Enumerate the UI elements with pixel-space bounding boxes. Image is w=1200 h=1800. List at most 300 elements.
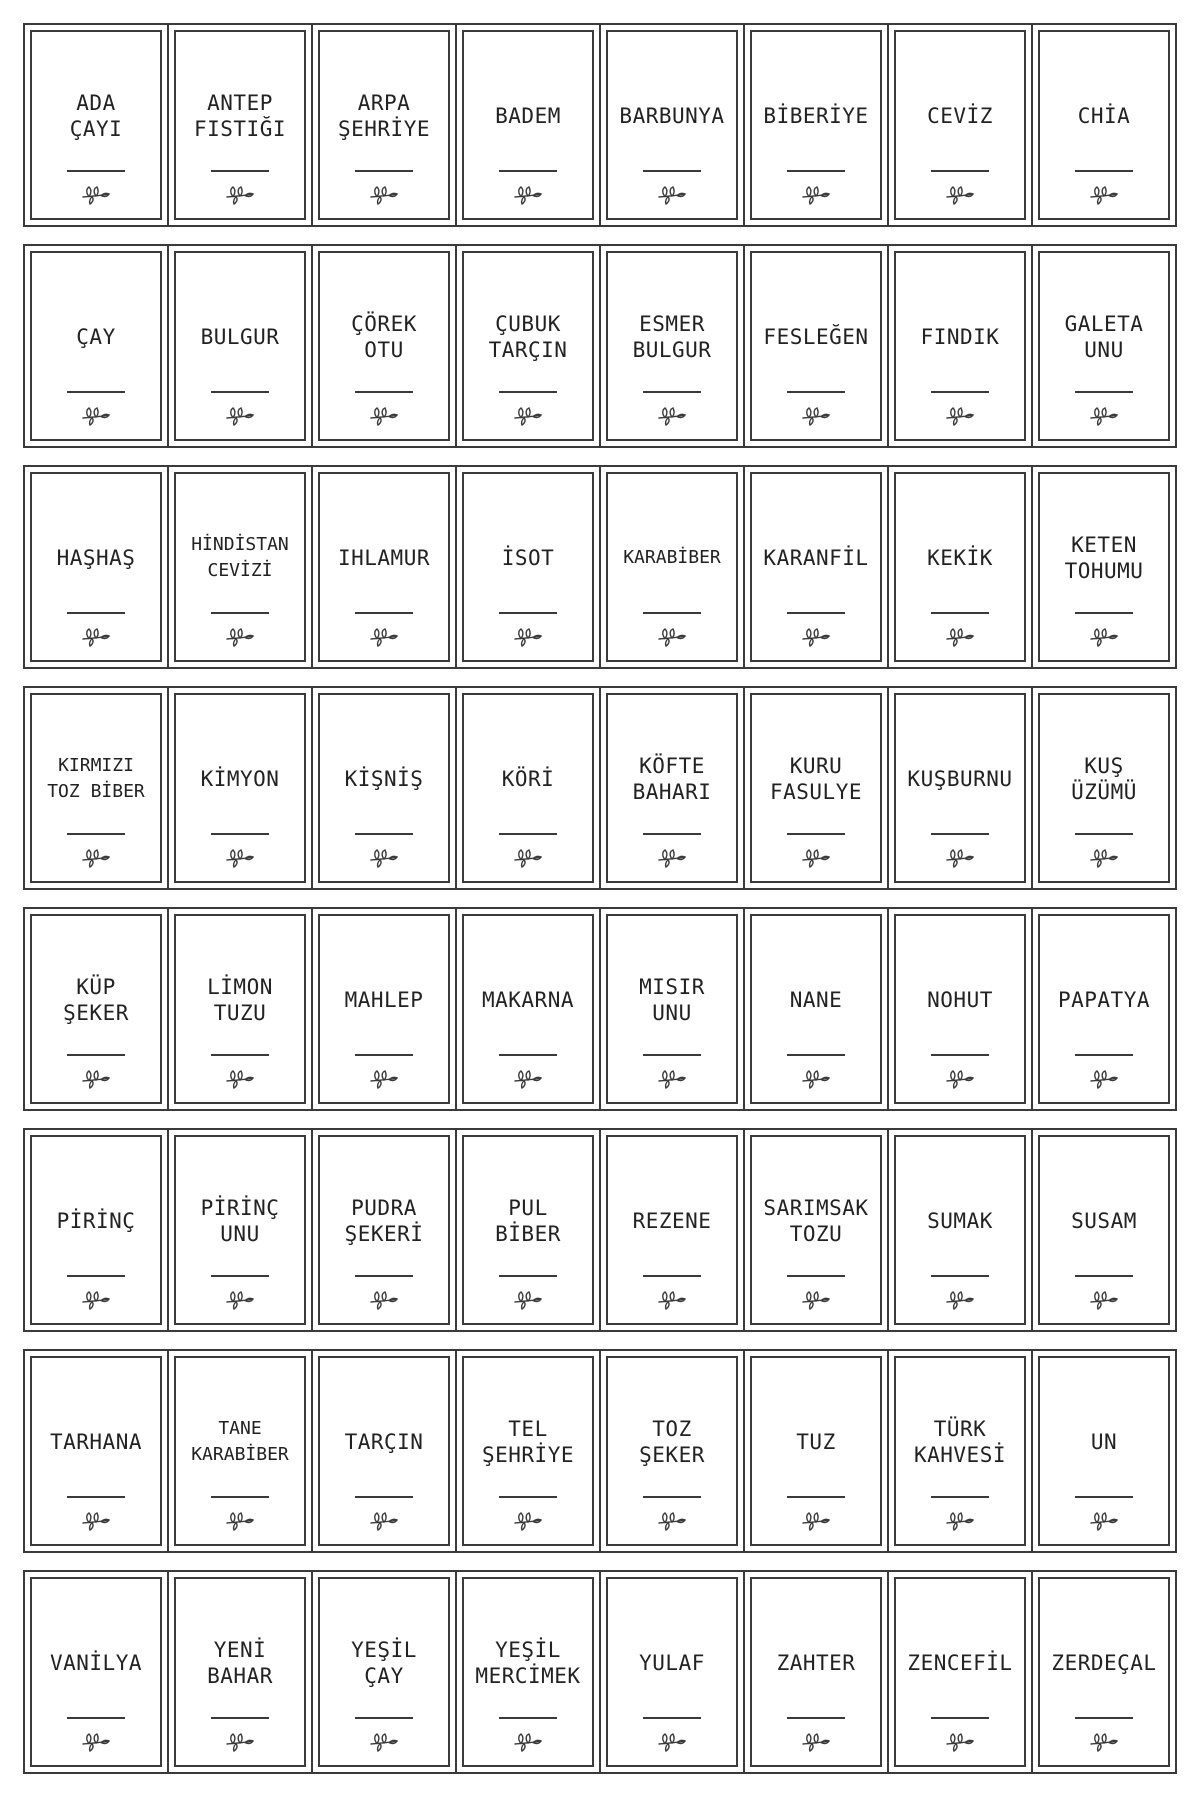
label-cell	[1033, 1130, 1175, 1330]
label-text-line: ŞEHRİYE	[481, 1443, 574, 1467]
label-cell	[25, 1572, 169, 1772]
label-divider	[787, 1054, 845, 1056]
leaf-sprig-icon	[800, 1068, 832, 1090]
label-divider	[211, 612, 269, 614]
leaf-sprig-icon	[800, 1289, 832, 1311]
spice-label	[894, 1577, 1026, 1767]
spice-label	[1038, 251, 1170, 441]
label-text-line: PUL	[508, 1196, 548, 1220]
spice-label	[606, 914, 738, 1104]
label-name	[898, 1631, 1022, 1695]
label-text-line: TARÇIN	[344, 1430, 424, 1454]
label-name	[178, 747, 302, 811]
leaf-sprig-icon	[368, 1510, 400, 1532]
label-divider	[499, 833, 557, 835]
leaf-sprig-icon	[368, 184, 400, 206]
label-text-line: ANTEP	[207, 91, 273, 115]
leaf-sprig-icon	[944, 1289, 976, 1311]
label-text-line: ŞEKER	[63, 1001, 129, 1025]
leaf-sprig-icon	[656, 626, 688, 648]
label-cell	[169, 246, 313, 446]
label-name	[1042, 84, 1166, 148]
label-name	[1042, 305, 1166, 369]
label-text-line: KÜP	[76, 975, 116, 999]
label-divider	[931, 1496, 989, 1498]
label-row	[23, 1349, 1177, 1553]
label-name	[898, 968, 1022, 1032]
label-cell	[169, 1130, 313, 1330]
label-name	[610, 747, 734, 811]
spice-label	[174, 693, 306, 883]
label-text-line: UNU	[1084, 338, 1124, 362]
label-cell	[457, 1351, 601, 1551]
label-text-line: CEVİZ	[927, 104, 993, 128]
label-cell	[601, 467, 745, 667]
spice-label	[894, 693, 1026, 883]
label-divider	[643, 391, 701, 393]
label-divider	[67, 1717, 125, 1719]
label-cell	[313, 246, 457, 446]
label-divider	[355, 1275, 413, 1277]
label-row	[23, 465, 1177, 669]
label-name	[754, 1631, 878, 1695]
label-text-line: UNU	[220, 1222, 260, 1246]
label-name	[754, 84, 878, 148]
label-name	[178, 1189, 302, 1253]
label-name	[322, 968, 446, 1032]
leaf-sprig-icon	[1088, 1289, 1120, 1311]
label-name	[754, 1410, 878, 1474]
label-text-line: KETEN	[1071, 533, 1137, 557]
label-text-line: UNU	[652, 1001, 692, 1025]
label-cell	[25, 25, 169, 225]
label-text-line: TARHANA	[49, 1430, 142, 1454]
label-cell	[601, 1351, 745, 1551]
label-text-line: KURU	[789, 754, 843, 778]
label-text-line: MERCİMEK	[475, 1664, 581, 1688]
label-cell	[745, 688, 889, 888]
leaf-sprig-icon	[512, 1289, 544, 1311]
label-cell	[457, 1130, 601, 1330]
label-cell	[457, 909, 601, 1109]
label-text-line: YENİ	[213, 1638, 267, 1662]
label-name	[610, 84, 734, 148]
label-text-line: ÇAYI	[69, 117, 123, 141]
label-cell	[1033, 1351, 1175, 1551]
spice-label	[318, 472, 450, 662]
label-name	[322, 526, 446, 590]
label-name	[466, 526, 590, 590]
spice-label	[462, 1356, 594, 1546]
spice-label	[1038, 472, 1170, 662]
label-divider	[67, 833, 125, 835]
label-name	[34, 968, 158, 1032]
label-cell	[457, 467, 601, 667]
label-divider	[355, 1717, 413, 1719]
label-cell	[25, 467, 169, 667]
label-divider	[499, 1717, 557, 1719]
label-name	[322, 305, 446, 369]
label-divider	[1075, 833, 1133, 835]
leaf-sprig-icon	[224, 184, 256, 206]
label-name	[1042, 526, 1166, 590]
leaf-sprig-icon	[224, 626, 256, 648]
leaf-sprig-icon	[944, 1510, 976, 1532]
spice-label	[462, 1577, 594, 1767]
label-divider	[67, 612, 125, 614]
leaf-sprig-icon	[656, 1510, 688, 1532]
leaf-sprig-icon	[800, 405, 832, 427]
spice-label	[894, 1356, 1026, 1546]
label-row	[23, 23, 1177, 227]
leaf-sprig-icon	[800, 847, 832, 869]
leaf-sprig-icon	[800, 626, 832, 648]
label-name	[466, 747, 590, 811]
label-text-line: ZENCEFİL	[907, 1651, 1013, 1675]
leaf-sprig-icon	[80, 1068, 112, 1090]
leaf-sprig-icon	[1088, 1731, 1120, 1753]
label-text-line: PİRİNÇ	[200, 1196, 280, 1220]
label-cell	[169, 25, 313, 225]
label-text-line: KİŞNİŞ	[344, 767, 424, 791]
label-divider	[355, 1054, 413, 1056]
label-cell	[169, 467, 313, 667]
label-cell	[1033, 25, 1175, 225]
label-name	[178, 305, 302, 369]
label-cell	[169, 688, 313, 888]
label-text-line: KEKİK	[927, 546, 993, 570]
label-name	[610, 1631, 734, 1695]
spice-label	[462, 472, 594, 662]
label-name	[1042, 1189, 1166, 1253]
spice-label	[174, 1577, 306, 1767]
leaf-sprig-icon	[1088, 626, 1120, 648]
leaf-sprig-icon	[944, 1068, 976, 1090]
label-name	[322, 1410, 446, 1474]
label-name	[322, 1631, 446, 1695]
label-text-line: TOZU	[789, 1222, 843, 1246]
label-name	[178, 1410, 302, 1474]
spice-label	[30, 1356, 162, 1546]
spice-label	[462, 914, 594, 1104]
label-name	[1042, 1631, 1166, 1695]
spice-label	[318, 1577, 450, 1767]
label-text-line: ŞEKERİ	[344, 1222, 424, 1246]
label-cell	[889, 25, 1033, 225]
label-text-line: GALETA	[1064, 312, 1144, 336]
label-divider	[355, 391, 413, 393]
label-cell	[25, 1130, 169, 1330]
spice-label	[174, 914, 306, 1104]
leaf-sprig-icon	[80, 1731, 112, 1753]
label-text-line: ZERDEÇAL	[1051, 1651, 1157, 1675]
spice-label	[318, 693, 450, 883]
label-text-line: KUŞ	[1084, 754, 1124, 778]
label-name	[1042, 1410, 1166, 1474]
label-text-line: KÖRİ	[501, 767, 555, 791]
label-text-line: HAŞHAŞ	[56, 546, 136, 570]
label-name	[466, 1410, 590, 1474]
label-text-line: FINDIK	[920, 325, 1000, 349]
label-text-line: BARBUNYA	[619, 104, 725, 128]
label-text-line: BULGUR	[200, 325, 280, 349]
label-cell	[25, 246, 169, 446]
label-name	[466, 84, 590, 148]
label-name	[898, 526, 1022, 590]
leaf-sprig-icon	[224, 1731, 256, 1753]
label-text-line: BAHARI	[632, 780, 712, 804]
label-name	[898, 84, 1022, 148]
label-cell	[457, 1572, 601, 1772]
leaf-sprig-icon	[512, 847, 544, 869]
label-divider	[643, 170, 701, 172]
label-divider	[787, 833, 845, 835]
label-cell	[745, 1572, 889, 1772]
label-row	[23, 686, 1177, 890]
label-name	[1042, 968, 1166, 1032]
label-divider	[67, 170, 125, 172]
label-divider	[355, 1496, 413, 1498]
label-cell	[25, 688, 169, 888]
leaf-sprig-icon	[368, 1731, 400, 1753]
spice-label	[30, 251, 162, 441]
label-name	[34, 1410, 158, 1474]
leaf-sprig-icon	[368, 1068, 400, 1090]
spice-label	[894, 251, 1026, 441]
spice-label	[174, 251, 306, 441]
leaf-sprig-icon	[1088, 1068, 1120, 1090]
label-cell	[457, 246, 601, 446]
spice-label	[750, 251, 882, 441]
label-divider	[211, 1054, 269, 1056]
label-text-line: BİBERİYE	[763, 104, 869, 128]
label-name	[178, 1631, 302, 1695]
label-cell	[601, 1130, 745, 1330]
label-cell	[889, 246, 1033, 446]
label-cell	[745, 909, 889, 1109]
spice-label	[174, 472, 306, 662]
spice-label	[1038, 1356, 1170, 1546]
spice-label	[30, 1577, 162, 1767]
leaf-sprig-icon	[80, 626, 112, 648]
label-name	[610, 968, 734, 1032]
label-name	[178, 84, 302, 148]
leaf-sprig-icon	[1088, 405, 1120, 427]
leaf-sprig-icon	[224, 1068, 256, 1090]
spice-label	[606, 30, 738, 220]
label-name	[322, 747, 446, 811]
leaf-sprig-icon	[800, 1510, 832, 1532]
label-text-line: SARIMSAK	[763, 1196, 869, 1220]
label-name	[610, 1410, 734, 1474]
label-cell	[313, 688, 457, 888]
label-cell	[1033, 688, 1175, 888]
leaf-sprig-icon	[368, 405, 400, 427]
label-name	[898, 1189, 1022, 1253]
spice-label	[462, 251, 594, 441]
leaf-sprig-icon	[656, 1289, 688, 1311]
leaf-sprig-icon	[80, 847, 112, 869]
spice-label	[606, 251, 738, 441]
spice-label	[750, 30, 882, 220]
label-text-line: REZENE	[632, 1209, 712, 1233]
label-divider	[67, 1496, 125, 1498]
label-divider	[931, 170, 989, 172]
label-name	[610, 1189, 734, 1253]
label-divider	[931, 391, 989, 393]
label-text-line: İSOT	[501, 546, 555, 570]
label-cell	[601, 1572, 745, 1772]
label-cell	[457, 25, 601, 225]
label-cell	[889, 1351, 1033, 1551]
label-text-line: FISTIĞI	[193, 117, 286, 141]
label-divider	[499, 1496, 557, 1498]
label-divider	[67, 1275, 125, 1277]
label-name	[34, 305, 158, 369]
leaf-sprig-icon	[224, 405, 256, 427]
label-name	[754, 305, 878, 369]
label-divider	[643, 833, 701, 835]
label-divider	[355, 612, 413, 614]
label-divider	[67, 391, 125, 393]
spice-label	[30, 1135, 162, 1325]
label-cell	[313, 909, 457, 1109]
label-divider	[499, 170, 557, 172]
leaf-sprig-icon	[368, 626, 400, 648]
label-name	[610, 526, 734, 590]
leaf-sprig-icon	[656, 1068, 688, 1090]
label-cell	[313, 1351, 457, 1551]
label-text-line: MAKARNA	[481, 988, 574, 1012]
label-cell	[745, 1351, 889, 1551]
label-cell	[169, 1572, 313, 1772]
spice-label	[174, 30, 306, 220]
label-divider	[499, 1275, 557, 1277]
spice-label	[174, 1135, 306, 1325]
label-cell	[601, 25, 745, 225]
label-name	[754, 968, 878, 1032]
label-cell	[889, 909, 1033, 1109]
label-cell	[313, 1130, 457, 1330]
label-text-line: CHİA	[1077, 104, 1131, 128]
leaf-sprig-icon	[656, 1731, 688, 1753]
label-cell	[889, 688, 1033, 888]
label-text-line: CEVİZİ	[207, 560, 273, 581]
label-text-line: TARÇIN	[488, 338, 568, 362]
label-text-line: TOZ	[652, 1417, 692, 1441]
label-text-line: KUŞBURNU	[907, 767, 1013, 791]
spice-label	[318, 30, 450, 220]
leaf-sprig-icon	[656, 184, 688, 206]
spice-label	[894, 30, 1026, 220]
label-cell	[1033, 1572, 1175, 1772]
label-text-line: TUZU	[213, 1001, 267, 1025]
label-divider	[211, 1496, 269, 1498]
label-text-line: ÇAY	[76, 325, 116, 349]
spice-label	[894, 914, 1026, 1104]
label-text-line: TEL	[508, 1417, 548, 1441]
leaf-sprig-icon	[944, 1731, 976, 1753]
label-text-line: LİMON	[207, 975, 273, 999]
label-text-line: MISIR	[639, 975, 705, 999]
label-name	[178, 526, 302, 590]
spice-label	[606, 472, 738, 662]
label-divider	[931, 1054, 989, 1056]
label-name	[754, 1189, 878, 1253]
label-row	[23, 907, 1177, 1111]
label-row	[23, 1570, 1177, 1774]
leaf-sprig-icon	[512, 184, 544, 206]
leaf-sprig-icon	[800, 184, 832, 206]
label-divider	[1075, 1275, 1133, 1277]
label-divider	[67, 1054, 125, 1056]
leaf-sprig-icon	[512, 1068, 544, 1090]
label-divider	[643, 1054, 701, 1056]
leaf-sprig-icon	[656, 405, 688, 427]
spice-label	[462, 30, 594, 220]
spice-label	[606, 1577, 738, 1767]
label-cell	[889, 1130, 1033, 1330]
label-text-line: BADEM	[495, 104, 561, 128]
label-cell	[169, 909, 313, 1109]
spice-label	[30, 693, 162, 883]
leaf-sprig-icon	[1088, 1510, 1120, 1532]
spice-label	[606, 1135, 738, 1325]
label-divider	[1075, 1496, 1133, 1498]
spice-label	[750, 693, 882, 883]
label-divider	[643, 612, 701, 614]
label-text-line: TUZ	[796, 1430, 836, 1454]
leaf-sprig-icon	[1088, 847, 1120, 869]
spice-label	[462, 693, 594, 883]
label-divider	[1075, 170, 1133, 172]
label-divider	[787, 1275, 845, 1277]
label-cell	[601, 246, 745, 446]
label-divider	[355, 170, 413, 172]
leaf-sprig-icon	[1088, 184, 1120, 206]
label-text-line: ŞEHRİYE	[337, 117, 430, 141]
spice-label	[1038, 1135, 1170, 1325]
label-row	[23, 244, 1177, 448]
leaf-sprig-icon	[944, 405, 976, 427]
spice-label	[30, 30, 162, 220]
leaf-sprig-icon	[224, 847, 256, 869]
label-name	[322, 84, 446, 148]
label-cell	[313, 1572, 457, 1772]
leaf-sprig-icon	[512, 1731, 544, 1753]
label-name	[178, 968, 302, 1032]
label-divider	[787, 1717, 845, 1719]
label-divider	[211, 170, 269, 172]
spice-label	[1038, 30, 1170, 220]
label-text-line: PUDRA	[351, 1196, 417, 1220]
label-name	[34, 1631, 158, 1695]
label-text-line: KIRMIZI	[58, 755, 134, 776]
label-name	[610, 305, 734, 369]
label-text-line: PİRİNÇ	[56, 1209, 136, 1233]
spice-label	[606, 1356, 738, 1546]
label-text-line: YULAF	[639, 1651, 705, 1675]
label-text-line: KARABİBER	[191, 1444, 289, 1465]
label-text-line: BİBER	[495, 1222, 561, 1246]
label-divider	[1075, 391, 1133, 393]
label-divider	[499, 1054, 557, 1056]
label-text-line: BULGUR	[632, 338, 712, 362]
leaf-sprig-icon	[368, 847, 400, 869]
label-text-line: KARANFİL	[763, 546, 869, 570]
label-text-line: IHLAMUR	[337, 546, 430, 570]
leaf-sprig-icon	[944, 626, 976, 648]
